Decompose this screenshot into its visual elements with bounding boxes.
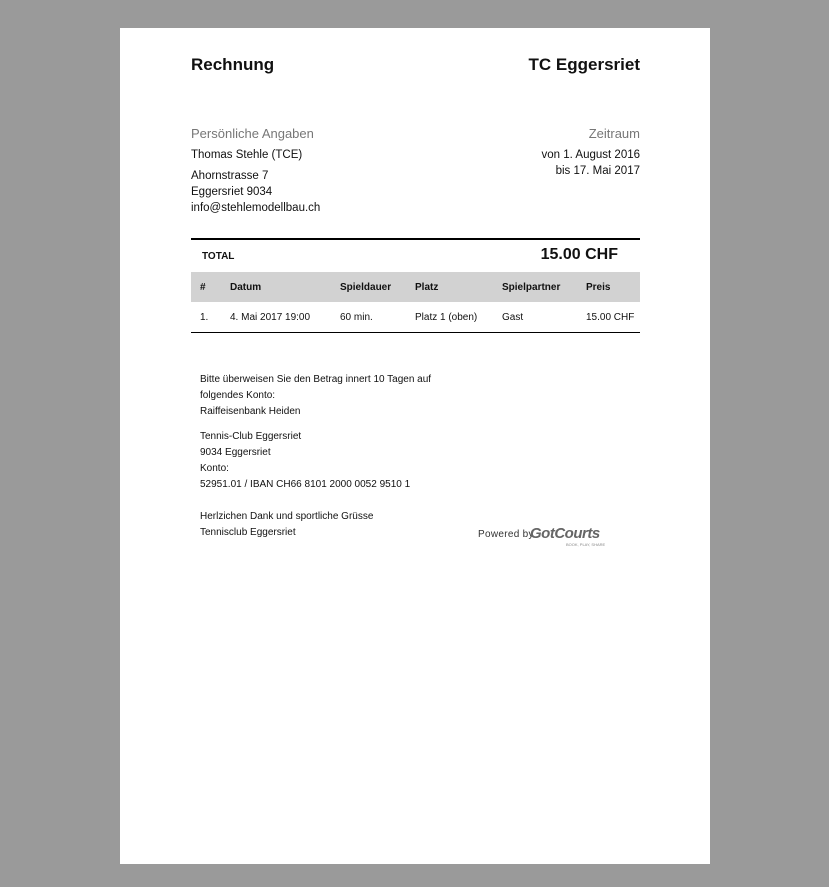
- table-row: [191, 302, 640, 333]
- client-email: info@stehlemodellbau.ch: [191, 202, 321, 214]
- col-date-header: Datum: [230, 272, 340, 302]
- powered-by-label: Powered by: [478, 529, 534, 540]
- personal-info-label: Persönliche Angaben: [191, 126, 314, 141]
- payment-instruction: Bitte überweisen Sie den Betrag innert 10 Tagen auf: [200, 374, 432, 385]
- period-from: von 1. August 2016: [541, 149, 640, 161]
- account-number: 52951.01 / IBAN CH66 8101 2000 0052 9510 1: [200, 479, 411, 490]
- col-duration-header: Spieldauer: [340, 272, 415, 302]
- cell-date: 4. Mai 2017 19:00: [230, 311, 311, 323]
- logo-subtext: BOOK, PLAY, SHARE: [566, 542, 606, 547]
- cell-price: 15.00 CHF: [586, 311, 635, 323]
- cell-number: 1.: [200, 311, 209, 323]
- cell-duration: 60 min.: [340, 311, 373, 323]
- payment-instruction-cont: folgendes Konto:: [200, 390, 276, 401]
- logo-text: GotCourts: [530, 525, 600, 542]
- cell-court: Platz 1 (oben): [415, 311, 478, 323]
- col-price-header: Preis: [586, 272, 640, 302]
- col-number-header: #: [191, 272, 230, 302]
- invoice-page: [120, 28, 710, 864]
- closing-greeting: Herlzichen Dank und sportliche Grüsse: [200, 511, 374, 522]
- document-title: Rechnung: [191, 55, 275, 74]
- period-label: Zeitraum: [588, 126, 640, 141]
- bank-name: Raiffeisenbank Heiden: [200, 406, 301, 417]
- table-header-row: [191, 272, 640, 302]
- gotcourts-logo: [530, 525, 606, 547]
- cell-partner: Gast: [502, 311, 524, 323]
- closing-signature: Tennisclub Eggersriet: [200, 527, 296, 538]
- club-name: TC Eggersriet: [528, 55, 640, 74]
- account-label: Konto:: [200, 463, 229, 474]
- bookings-table: [191, 272, 640, 333]
- col-court-header: Platz: [415, 272, 502, 302]
- client-name: Thomas Stehle (TCE): [191, 149, 303, 161]
- total-label: TOTAL: [202, 251, 235, 262]
- total-amount: 15.00 CHF: [540, 246, 618, 263]
- total-row: [191, 238, 640, 274]
- period-to: bis 17. Mai 2017: [555, 165, 640, 177]
- col-partner-header: Spielpartner: [502, 272, 586, 302]
- client-street: Ahornstrasse 7: [191, 170, 269, 182]
- account-holder: Tennis-Club Eggersriet: [200, 431, 302, 442]
- client-city: Eggersriet 9034: [191, 186, 273, 198]
- account-holder-city: 9034 Eggersriet: [200, 447, 271, 458]
